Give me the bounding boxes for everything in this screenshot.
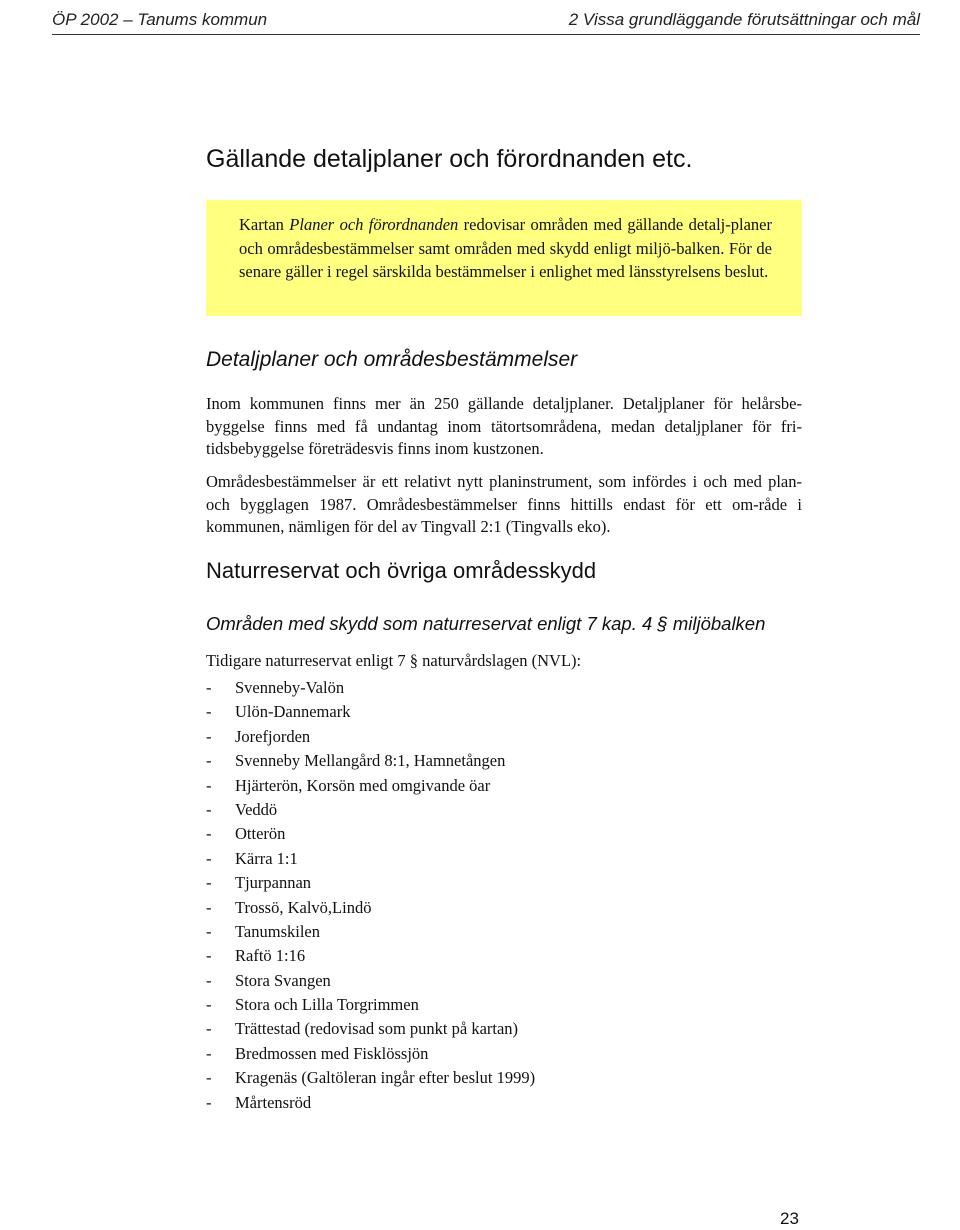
list-item-text: Trättestad (redovisad som punkt på kartan) — [235, 1019, 519, 1039]
note-prefix: Kartan — [239, 215, 290, 234]
page-number: 23 — [780, 1209, 799, 1228]
list-dash: - — [206, 799, 212, 819]
list-dash: - — [206, 970, 212, 990]
section-heading-naturreservat: Naturreservat och övriga områdesskydd — [206, 558, 597, 583]
list-item-text: Jorefjorden — [235, 726, 311, 746]
nature-reserve-list — [206, 676, 535, 1115]
list-item — [206, 700, 535, 724]
list-item — [206, 749, 535, 773]
header-chapter-title: 2 Vissa grundläggande förutsättningar och mål — [568, 10, 920, 29]
list-item — [206, 798, 535, 822]
list-item — [206, 774, 535, 798]
list-item-text: Tjurpannan — [235, 873, 312, 893]
list-item — [206, 725, 535, 749]
list-item-text: Trossö, Kalvö,Lindö — [235, 897, 372, 917]
list-dash: - — [206, 848, 212, 868]
list-item-text: Tanumskilen — [235, 921, 320, 941]
main-heading: Gällande detaljplaner och förordnanden etc. — [206, 145, 693, 173]
highlight-note-box — [206, 200, 802, 316]
section-heading-detaljplaner: Detaljplaner och områdesbestämmelser — [206, 348, 578, 371]
list-item-text: Otterön — [235, 824, 286, 844]
note-body: redovisar områden med gällande detalj-planer och områdesbestämmelser samt områden med skydd enligt miljö-balken. För de senare gäller i regel särskilda bestämmelser i enlighet med länsstyrelsens beslut. — [239, 215, 772, 281]
list-item-text: Stora och Lilla Torgrimmen — [235, 995, 419, 1015]
list-item-text: Kragenäs (Galtöleran ingår efter beslut 1999) — [235, 1068, 536, 1088]
subheading-naturreservat: Områden med skydd som naturreservat enligt 7 kap. 4 § miljöbalken — [206, 613, 766, 634]
list-dash: - — [206, 678, 212, 697]
list-item — [206, 1042, 535, 1066]
list-item-text: Hjärterön, Korsön med omgivande öar — [235, 775, 491, 795]
list-item — [206, 676, 535, 700]
list-item-text: Ulön-Dannemark — [235, 702, 351, 722]
note-map-title: Planer och förordnanden — [289, 215, 459, 234]
header-document-title: ÖP 2002 – Tanums kommun — [52, 10, 268, 29]
list-item — [206, 847, 535, 871]
paragraph-detaljplaner: Inom kommunen finns mer än 250 gällande detaljplaner. Detaljplaner för helårsbe-byggelse finns med få undantag inom tätortsområdena, medan detaljplaner för fri-tidsbebyggelse företrädesvis finns inom kustzonen. — [206, 394, 802, 458]
list-dash: - — [206, 995, 212, 1015]
list-item-text: Bredmossen med Fisklössjön — [235, 1043, 429, 1063]
list-item — [206, 896, 535, 920]
list-dash: - — [206, 775, 212, 795]
list-item — [206, 993, 535, 1017]
list-item — [206, 1066, 535, 1090]
list-dash: - — [206, 921, 212, 941]
list-item — [206, 920, 535, 944]
list-dash: - — [206, 824, 212, 844]
list-item — [206, 1091, 535, 1115]
list-item-text: Mårtensröd — [235, 1092, 312, 1112]
list-item-text: Raftö 1:16 — [235, 946, 306, 966]
list-item — [206, 871, 535, 895]
list-item — [206, 1017, 535, 1041]
running-header — [52, 10, 920, 35]
list-dash: - — [206, 1019, 212, 1039]
list-item-text: Svenneby-Valön — [235, 678, 345, 697]
list-dash: - — [206, 751, 212, 771]
list-dash: - — [206, 1043, 212, 1063]
paragraph-omradesbestammelser: Områdesbestämmelser är ett relativt nytt planinstrument, som infördes i och med plan- och bygglagen 1987. Områdesbestämmelser finns hittills endast för ett om-råde i kommunen, nämligen för del av Tingvall 2:1 (Tingvalls eko). — [206, 472, 802, 536]
list-dash: - — [206, 946, 212, 966]
list-item — [206, 944, 535, 968]
list-dash: - — [206, 1092, 212, 1112]
list-dash: - — [206, 1068, 212, 1088]
list-item-text: Svenneby Mellangård 8:1, Hamnetången — [235, 751, 506, 771]
list-item — [206, 969, 535, 993]
list-item — [206, 822, 535, 846]
list-item-text: Kärra 1:1 — [235, 848, 298, 868]
list-dash: - — [206, 897, 212, 917]
list-dash: - — [206, 873, 212, 893]
list-dash: - — [206, 702, 212, 722]
list-dash: - — [206, 726, 212, 746]
list-intro: Tidigare naturreservat enligt 7 § naturvårdslagen (NVL): — [206, 651, 582, 670]
list-item-text: Veddö — [235, 799, 278, 819]
list-item-text: Stora Svangen — [235, 970, 331, 990]
